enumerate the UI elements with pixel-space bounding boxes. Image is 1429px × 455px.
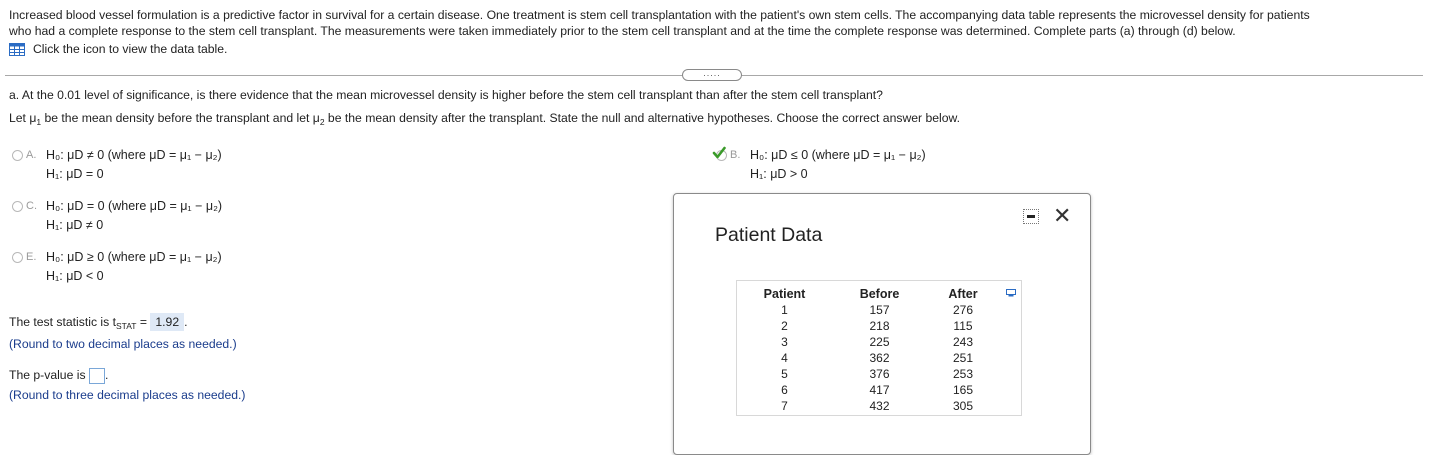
p-value-label: The p-value is xyxy=(9,368,89,383)
option-a-h1: H₁: μD = 0 xyxy=(46,167,104,181)
let-text-a: Let μ xyxy=(9,111,37,125)
cell-patient: 3 xyxy=(781,335,788,349)
option-c-letter: C. xyxy=(26,200,37,212)
cell-patient: 2 xyxy=(781,319,788,333)
option-a-h0: H₀: μD ≠ 0 (where μD = μ₁ − μ₂) xyxy=(46,148,222,162)
table-row xyxy=(737,302,999,318)
option-b-h0: H₀: μD ≤ 0 (where μD = μ₁ − μ₂) xyxy=(750,148,926,162)
option-e-letter: E. xyxy=(26,251,37,263)
cell-patient: 1 xyxy=(781,303,788,317)
problem-intro xyxy=(9,8,1419,39)
close-icon[interactable]: ✕ xyxy=(1053,203,1072,228)
cell-before: 432 xyxy=(869,399,890,413)
patient-data-table-container xyxy=(736,280,1022,416)
option-b-letter: B. xyxy=(730,149,741,161)
table-row xyxy=(737,350,999,366)
cell-after: 165 xyxy=(952,383,974,397)
cell-after: 253 xyxy=(952,367,974,381)
part-a-instructions xyxy=(9,111,960,125)
cell-before: 157 xyxy=(869,303,890,317)
intro-line-2: who had a complete response to the stem cell transplant. The measurements were taken immediately prior to the stem cell transplant and at the time the complete response was determined. Complete parts (a) through (d) below. xyxy=(9,23,1236,38)
test-stat-sub: STAT xyxy=(116,321,137,331)
cell-after: 243 xyxy=(952,335,974,349)
option-a-letter: A. xyxy=(26,149,37,161)
patient-data-table xyxy=(737,285,999,414)
minimize-button[interactable] xyxy=(1023,209,1039,224)
table-row xyxy=(737,366,999,382)
option-e-radio[interactable] xyxy=(12,252,23,263)
copy-table-icon[interactable] xyxy=(1006,289,1016,297)
table-row xyxy=(737,382,999,398)
column-header-patient: Patient xyxy=(763,286,806,301)
table-row xyxy=(737,334,999,350)
intro-line-1: Increased blood vessel formulation is a predictive factor in survival for a certain disease. One treatment is stem cell transplantation with the patient's own stem cells. The accompanying data table represents the microvessel density for patients xyxy=(9,8,1310,22)
cell-patient: 7 xyxy=(781,399,788,413)
cell-patient: 5 xyxy=(781,367,788,381)
option-e[interactable] xyxy=(12,248,222,286)
view-data-table-link[interactable] xyxy=(9,42,227,56)
test-stat-end: . xyxy=(184,315,188,329)
option-e-h0: H₀: μD ≥ 0 (where μD = μ₁ − μ₂) xyxy=(46,250,222,264)
test-statistic-line xyxy=(9,315,188,329)
option-c-radio[interactable] xyxy=(12,201,23,212)
option-b[interactable] xyxy=(716,146,926,184)
p-value-input[interactable] xyxy=(89,368,105,384)
expand-more-button[interactable]: ..... xyxy=(682,69,742,81)
option-b-h1: H₁: μD > 0 xyxy=(750,167,808,181)
table-header-row xyxy=(737,285,999,302)
table-row xyxy=(737,318,999,334)
option-a-radio[interactable] xyxy=(12,150,23,161)
column-header-after: After xyxy=(948,286,978,301)
p-value-end: . xyxy=(104,368,109,383)
cell-after: 115 xyxy=(953,319,973,333)
cell-before: 417 xyxy=(869,383,890,397)
p-value-line xyxy=(9,368,108,384)
option-c-h1: H₁: μD ≠ 0 xyxy=(46,218,104,232)
data-table-icon[interactable] xyxy=(9,43,25,56)
cell-before: 362 xyxy=(869,351,890,365)
cell-patient: 4 xyxy=(781,351,788,365)
view-data-table-label[interactable]: Click the icon to view the data table. xyxy=(33,42,228,56)
cell-after: 251 xyxy=(952,351,974,365)
option-a[interactable] xyxy=(12,146,222,184)
p-value-hint: (Round to three decimal places as needed.) xyxy=(9,388,246,402)
mu-sub-1: 1 xyxy=(36,117,42,127)
cell-before: 376 xyxy=(869,367,890,381)
cell-after: 276 xyxy=(952,303,974,317)
cell-before: 218 xyxy=(869,319,890,333)
test-stat-value[interactable]: 1.92 xyxy=(150,313,184,331)
option-c[interactable] xyxy=(12,197,222,235)
let-text-c: be the mean density after the transplant. State the null and alternative hypotheses. Choose the correct answer below. xyxy=(324,111,961,125)
checkmark-icon xyxy=(712,146,726,160)
minimize-icon xyxy=(1027,215,1035,218)
cell-patient: 6 xyxy=(781,383,788,397)
option-c-h0: H₀: μD = 0 (where μD = μ₁ − μ₂) xyxy=(46,199,223,213)
patient-data-popup xyxy=(673,193,1091,455)
popup-title: Patient Data xyxy=(715,224,823,246)
test-stat-hint: (Round to two decimal places as needed.) xyxy=(9,337,237,351)
option-e-h1: H₁: μD < 0 xyxy=(46,269,104,283)
test-stat-eq: = xyxy=(136,315,151,329)
let-text-b: be the mean density before the transplant and let μ xyxy=(41,111,320,125)
part-a-question: a. At the 0.01 level of significance, is there evidence that the mean microvessel density is higher before the stem cell transplant than after the stem cell transplant? xyxy=(9,88,883,102)
cell-before: 225 xyxy=(869,335,890,349)
mu-sub-2: 2 xyxy=(319,117,325,127)
cell-after: 305 xyxy=(952,399,974,413)
column-header-before: Before xyxy=(859,286,900,301)
table-row xyxy=(737,398,999,414)
test-stat-label: The test statistic is t xyxy=(9,315,117,329)
